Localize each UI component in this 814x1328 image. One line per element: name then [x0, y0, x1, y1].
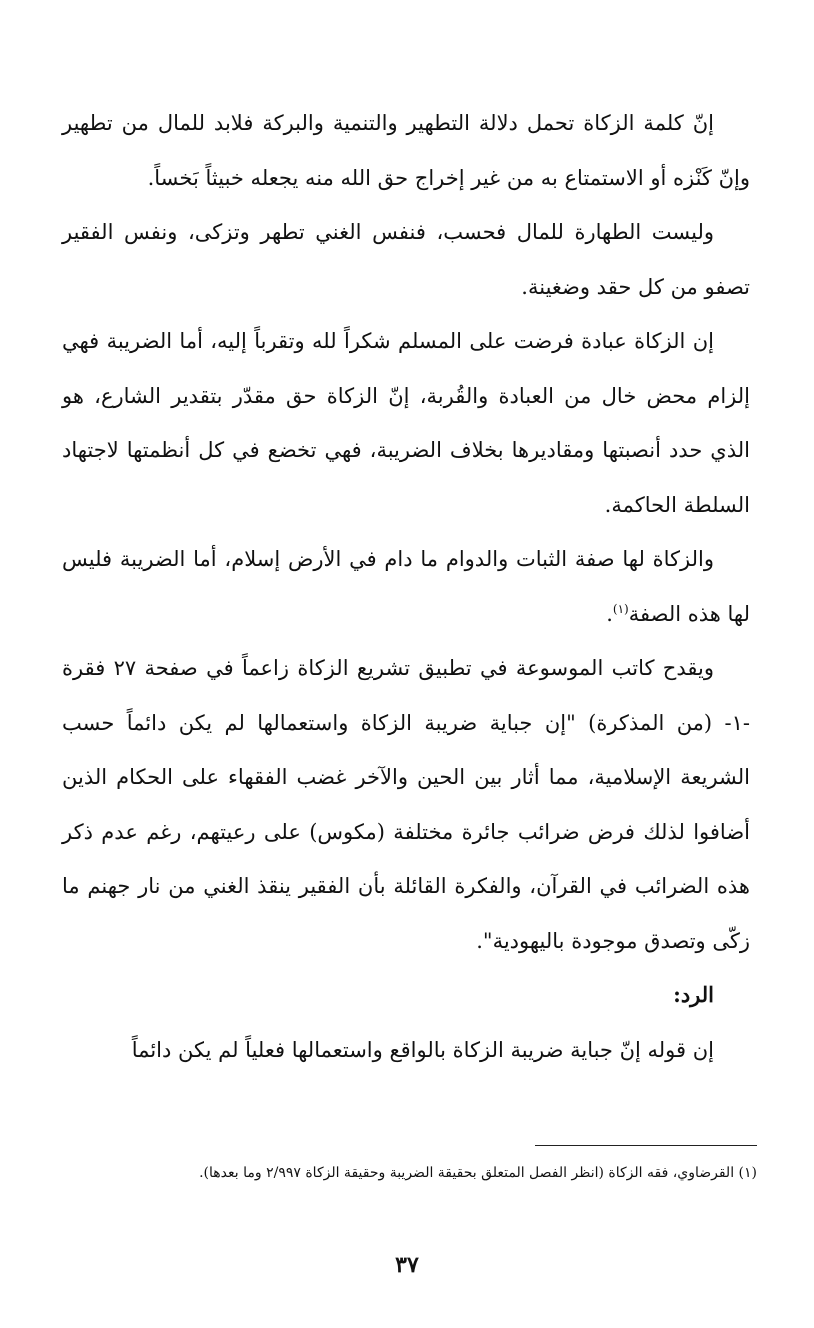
paragraph-purity: وليست الطهارة للمال فحسب، فنفس الغني تطهر وتزكى، ونفس الفقير تصفو من كل حقد وضغينة.	[62, 220, 750, 299]
paragraph-reply-start: إن قوله إنّ جباية ضريبة الزكاة بالواقع واستعمالها فعلياً لم يكن دائماً	[131, 1037, 714, 1062]
footnote: (١) القرضاوي، فقه الزكاة (انظر الفصل المتعلق بحقيقة الضريبة وحقيقة الزكاة ٢/٩٩٧ وما بعدها).	[199, 1165, 757, 1181]
paragraph-worship-vs-tax: إن الزكاة عبادة فرضت على المسلم شكراً لله وتقرباً إليه، أما الضريبة فهي إلزام محض خال من العبادة والقُربة، إنّ الزكاة حق مقدّر بتقدير الشارع، هو الذي حدد أنصبتها ومقاديرها بخلاف الضريبة، فهي تخضع في كل أنظمتها لاجتهاد السلطة الحاكمة.	[62, 329, 750, 517]
footnote-divider	[535, 1145, 757, 1146]
page-number: ٣٧	[395, 1252, 419, 1278]
paragraph-zakat-meaning: إنّ كلمة الزكاة تحمل دلالة التطهير والتنمية والبركة فلابد للمال من تطهير وإنّ كَنْزه أو الاستمتاع به من غير إخراج حق الله منه يجعله خبيثاً بَخساً.	[62, 111, 750, 190]
paragraph-permanence-end: .	[606, 601, 613, 626]
paragraph-encyclopedia-claim: ويقدح كاتب الموسوعة في تطبيق تشريع الزكاة زاعماً في صفحة ٢٧ فقرة -١- (من المذكرة) "إن جباية ضريبة الزكاة واستعمالها لم يكن دائماً حسب الشريعة الإسلامية، مما أثار بين الحين والآخر غضب الفقهاء على الحكام الذين أضافوا لذلك فرض ضرائب جائرة مختلفة (مكوس) على رعيتهم، رغم عدم ذكر هذه الضرائب في القرآن، والفكرة القائلة بأن الفقير ينقذ الغني من نار جهنم ما زكّى وتصدق موجودة باليهودية".	[62, 656, 750, 953]
footnote-reference: (١)	[612, 601, 629, 616]
paragraph-permanence-text: والزكاة لها صفة الثبات والدوام ما دام في الأرض إسلام، أما الضريبة فليس لها هذه الصفة	[62, 547, 750, 626]
paragraph-permanence	[62, 532, 750, 641]
reply-heading: الرد:	[673, 982, 714, 1007]
body-text	[62, 96, 750, 1077]
